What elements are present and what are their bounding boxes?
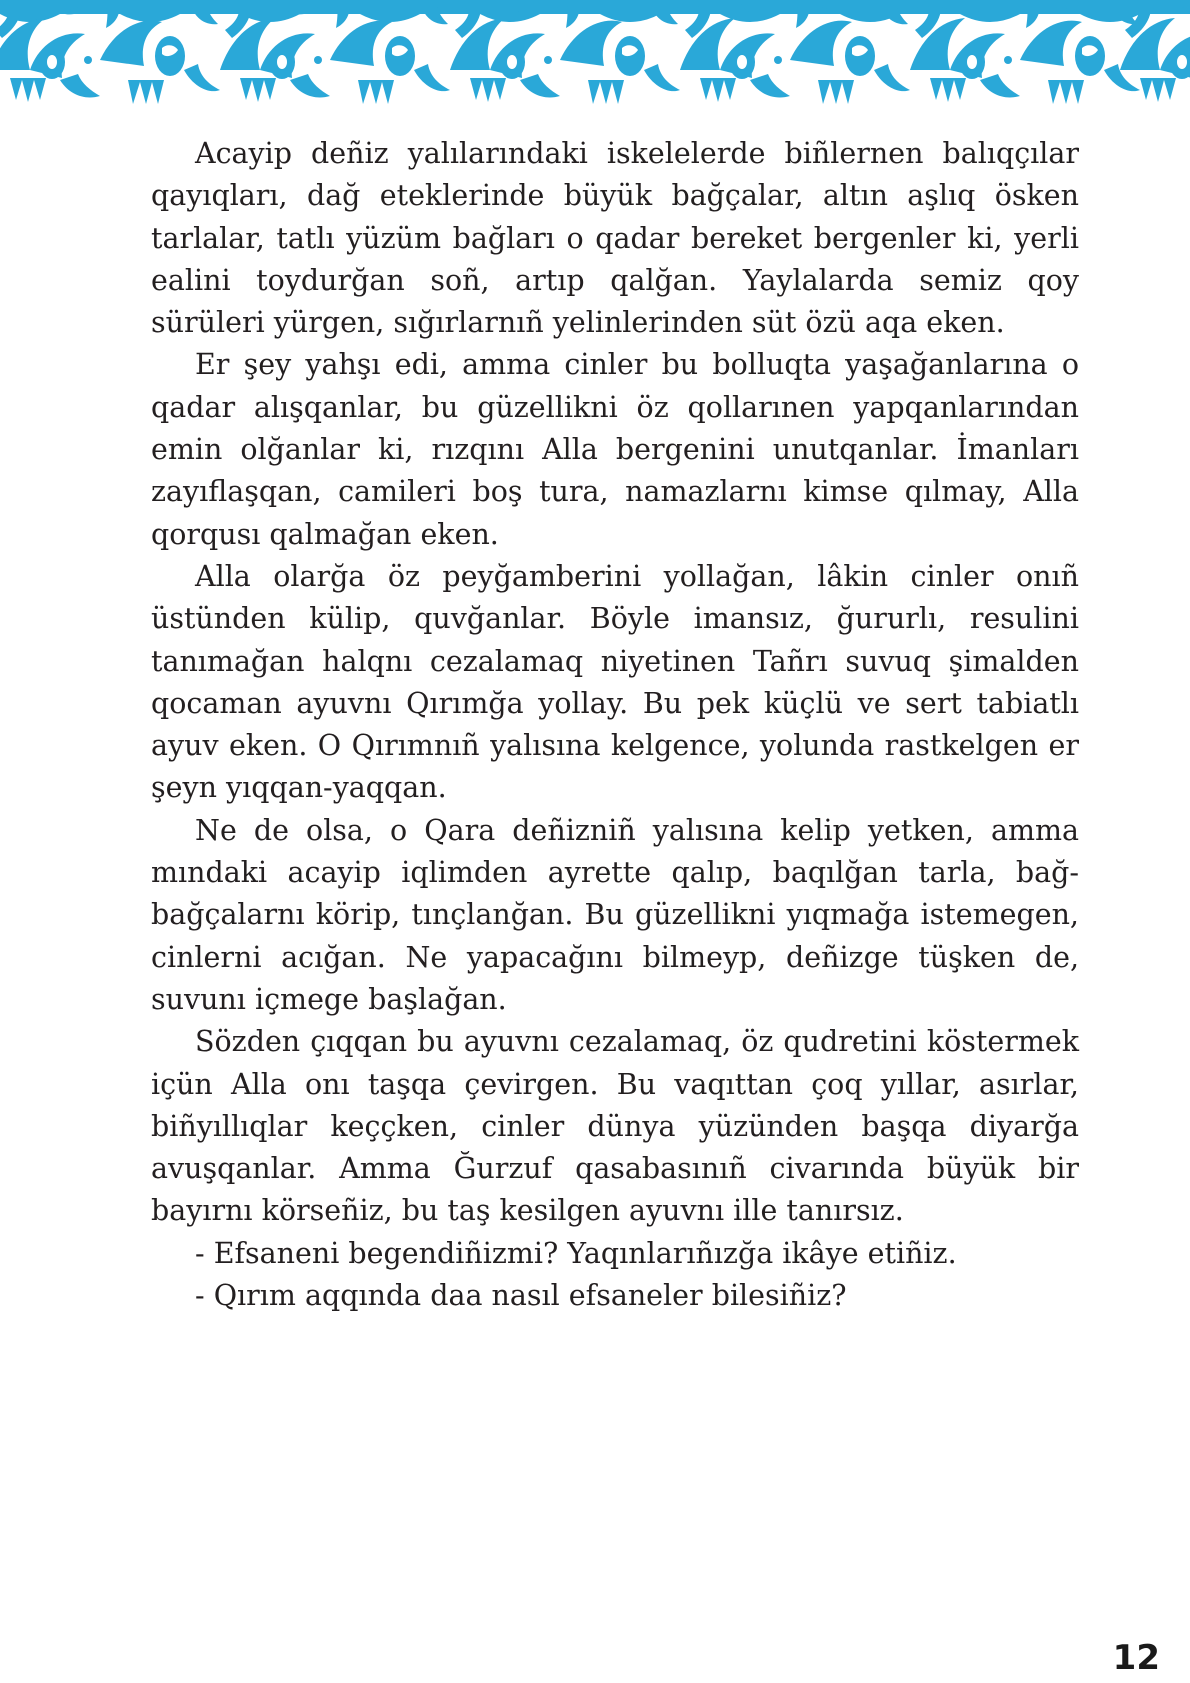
question: - Efsaneni begendiñizmi? Yaqınlarıñızğa ikâye etiñiz. (195, 1236, 957, 1270)
floral-ornament-icon (0, 0, 1190, 108)
question: - Qırım aqqında daa nasıl efsaneler bilesiñiz? (195, 1279, 847, 1313)
paragraph: Ne de olsa, o Qara deñizniñ yalısına kelip yetken, amma mındaki acayip iqlimden ayrette qalıp, baqılğan tarla, bağ-bağçalarnı körip, tınçlanğan. Bu güzellikni yıqmağa istemegen, cinlerni acığan. Ne yapacağını bilmeyp, deñizge tüşken de, suvunı içmege başlağan. (151, 813, 1079, 1016)
paragraph: Alla olarğa öz peyğamberini yollağan, lâkin cinler onıñ üstünden külip, quvğanlar. Böyle imansız, ğururlı, resulini tanımağan halqnı cezalamaq niyetinen Tañrı suvuq şimalden qocaman ayuvnı Qırımğa yollay. Bu pek küçlü ve sert tabiatlı ayuv eken. O Qırımnıñ yalısına kelgence, yolunda rastkelgen er şeyn yıqqan-yaqqan. (151, 559, 1079, 805)
paragraph: Acayip deñiz yalılarındaki iskelelerde biñlernen balıqçılar qayıqları, dağ eteklerinde büyük bağçalar, altın aşlıq ösken tarlalar, tatlı yüzüm bağları o qadar bereket bergenler ki, yerli ealini toydurğan soñ, artıp qalğan. Yaylalarda semiz qoy sürüleri yürgen, sığırlarnıñ yelinlerinden süt özü aqa eken. (151, 137, 1079, 340)
paragraph: Sözden çıqqan bu ayuvnı cezalamaq, öz qudretini köstermek içün Alla onı taşqa çevirgen. Bu vaqıttan çoq yıllar, asırlar, biñyıllıqlar keççken, cinler dünya yüzünden başqa diyarğa avuşqanlar. Amma Ğurzuf qasabasınıñ civarında büyük bir bayırnı körseñiz, bu taş kesilgen ayuvnı ille tanırsız. (151, 1025, 1079, 1228)
story-text (151, 133, 1079, 1317)
paragraph: Er şey yahşı edi, amma cinler bu bolluqta yaşağanlarına o qadar alışqanlar, bu güzellikni öz qollarınen yapqanlarından emin olğanlar ki, rızqını Alla bergenini unutqanlar. İmanları zayıflaşqan, camileri boş tura, namazlarnı kimse qılmay, Alla qorqusı qalmağan eken. (151, 348, 1079, 551)
page-number: 12 (1112, 1638, 1160, 1678)
